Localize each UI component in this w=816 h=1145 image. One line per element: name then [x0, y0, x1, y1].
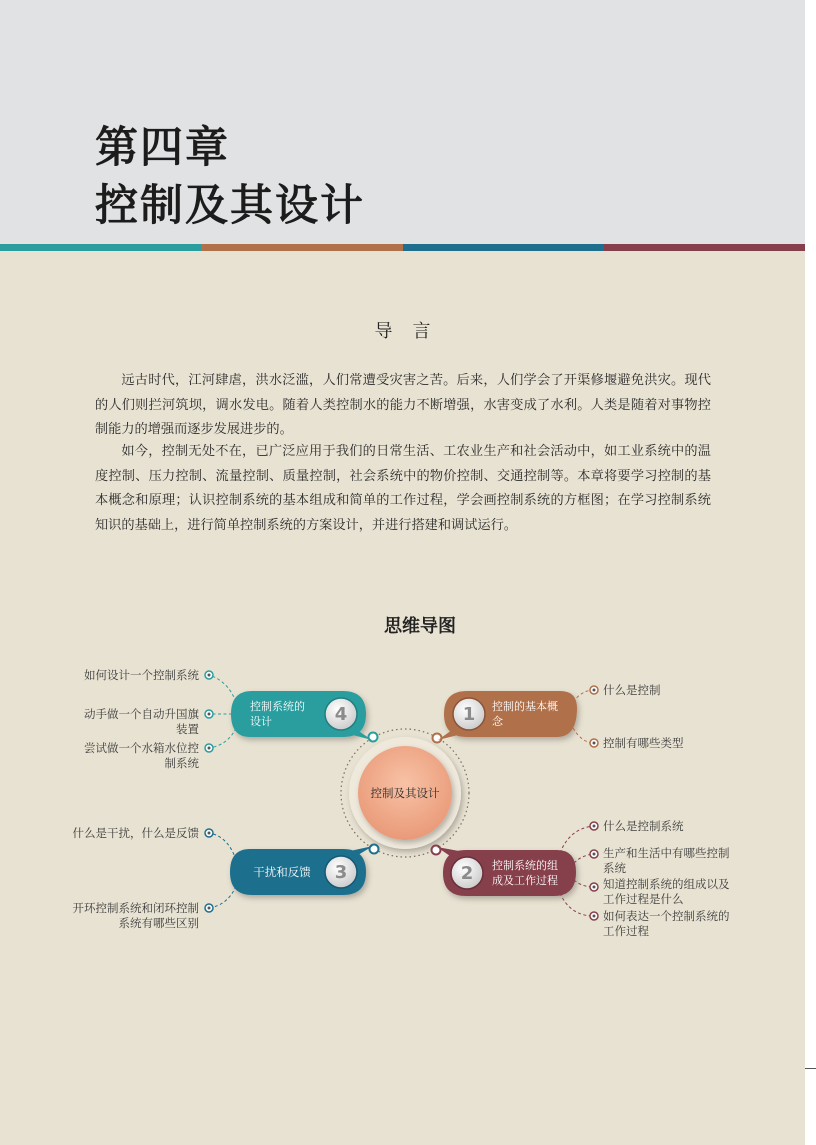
- leaf-2-3: 知道控制系统的组成以及 工作过程是什么: [603, 877, 730, 906]
- stripe-teal: [0, 244, 201, 251]
- intro-paragraph-1: 远古时代，江河肆虐，洪水泛滥，人们常遭受灾害之苦。后来，人们学会了开渠修堰避免洪灾。现代的人们则拦河筑坝，调水发电。随着人类控制水的能力不断增强，水害变成了水利。人类是随着对事物控制能力的增强而逐步发展进步的。: [95, 373, 711, 437]
- leaf-2-1: 什么是控制系统: [603, 819, 684, 833]
- node-1-label-line2: 念: [492, 715, 503, 728]
- node-3-label: 干扰和反馈: [253, 865, 311, 879]
- stripe-maroon: [604, 244, 805, 251]
- node-1-label-line1: 控制的基本概: [492, 700, 558, 713]
- node-2-number: 2: [460, 863, 474, 884]
- leaf-2-2: 生产和生活中有哪些控制 系统: [603, 846, 730, 875]
- connector-dot-3: [370, 845, 379, 854]
- chapter-header: [0, 0, 805, 244]
- connector-dot-1: [433, 734, 442, 743]
- mindmap-heading: 思维导图: [384, 616, 456, 637]
- stripe-blue: [403, 244, 604, 251]
- leaf-4-2: 动手做一个自动升国旗 装置: [84, 707, 199, 736]
- leaf-4-3: 尝试做一个水箱水位控 制系统: [84, 741, 199, 770]
- connector-dot-2: [432, 846, 441, 855]
- chapter-number: 第四章: [95, 123, 230, 173]
- intro-paragraph-2: 如今，控制无处不在，已广泛应用于我们的日常生活、工农业生产和社会活动中，如工业系统中的温度控制、压力控制、流量控制、质量控制，社会系统中的物价控制、交通控制等。本章将要学习控制的基本概念和原理；认识控制系统的基本组成和简单的工作过程，学会画控制系统的方框图；在学习控制系统知识的基础上，进行简单控制系统的方案设计，并进行搭建和调试运行。: [95, 444, 711, 533]
- leaf-2-4: 如何表达一个控制系统的 工作过程: [603, 909, 730, 938]
- node-2-label-line1: 控制系统的组: [492, 859, 558, 872]
- page-edge-mark: [805, 1068, 816, 1069]
- leaf-3-2: 开环控制系统和闭环控制 系统有哪些区别: [72, 901, 199, 930]
- node-4-label-line1: 控制系统的: [250, 700, 305, 713]
- leaf-3-1: 什么是干扰，什么是反馈: [72, 826, 199, 840]
- chapter-title: 控制及其设计: [95, 181, 365, 231]
- node-1-number: 1: [462, 704, 476, 725]
- leaf-4-1: 如何设计一个控制系统: [84, 668, 199, 682]
- mindmap: [0, 650, 805, 970]
- leaf-1-1: 什么是控制: [603, 683, 661, 697]
- center-label: 控制及其设计: [370, 786, 440, 800]
- node-4-label-line2: 设计: [250, 715, 272, 728]
- node-2-label-line2: 成及工作过程: [492, 874, 558, 887]
- color-stripe-bar: [0, 244, 805, 251]
- leaf-1-2: 控制有哪些类型: [603, 736, 684, 750]
- node-4-number: 4: [334, 704, 348, 725]
- stripe-brown: [201, 244, 402, 251]
- intro-heading: 导言: [374, 321, 451, 342]
- connector-dot-4: [369, 733, 378, 742]
- node-3-number: 3: [334, 862, 348, 883]
- node-1: [438, 691, 577, 740]
